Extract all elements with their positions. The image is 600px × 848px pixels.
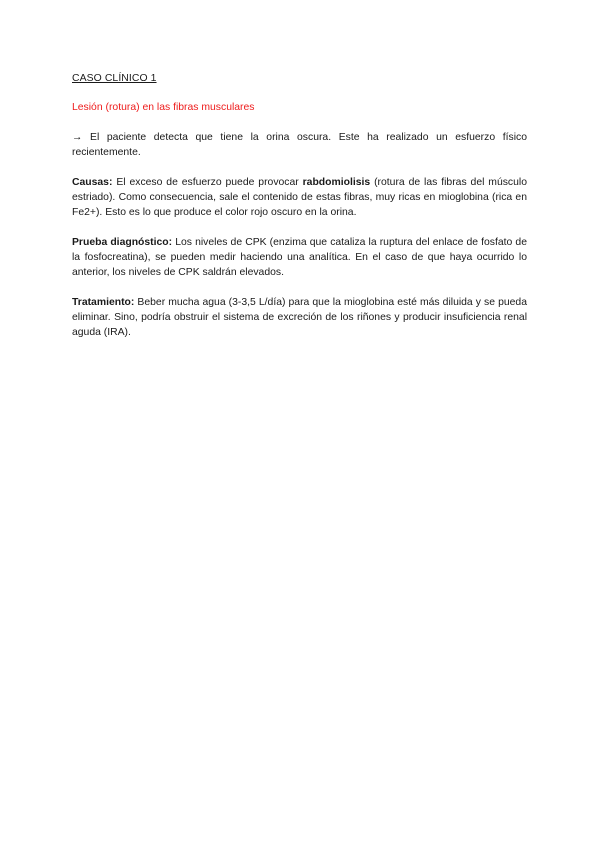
tratamiento-label: Tratamiento: (72, 297, 135, 308)
causas-paragraph (72, 175, 527, 220)
causas-text-after: (rotura de las fibras del músculo estriado). Como consecuencia, sale el contenido de estas fibras, muy ricas en mioglobina (rica en Fe2+). Esto es lo que produce el color rojo oscuro en la orina. (72, 177, 527, 218)
causas-text-before: El exceso de esfuerzo puede provocar (112, 177, 303, 188)
section-subtitle: Lesión (rotura) en las fibras musculares (72, 102, 255, 113)
tratamiento-paragraph (72, 295, 527, 340)
prueba-label: Prueba diagnóstico: (72, 237, 173, 248)
intro-paragraph: → El paciente detecta que tiene la orina oscura. Este ha realizado un esfuerzo físico recientemente. (72, 132, 527, 158)
causas-label: Causas: (72, 177, 113, 188)
prueba-paragraph (72, 235, 527, 280)
prueba-text: Los niveles de CPK (enzima que cataliza la ruptura del enlace de fosfato de la fosfocreatina), se pueden medir haciendo una analítica. En el caso de que haya ocurrido lo anterior, los niveles de CPK saldrán elevados. (72, 237, 527, 278)
tratamiento-text: Beber mucha agua (3-3,5 L/día) para que la mioglobina esté más diluida y se pueda eliminar. Sino, podría obstruir el sistema de excreción de los riñones y producir insuficiencia renal aguda (IRA). (72, 297, 527, 338)
page-title: CASO CLÍNICO 1 (72, 73, 157, 84)
document-page (72, 71, 527, 355)
causas-highlight: rabdomiolisis (302, 177, 371, 188)
